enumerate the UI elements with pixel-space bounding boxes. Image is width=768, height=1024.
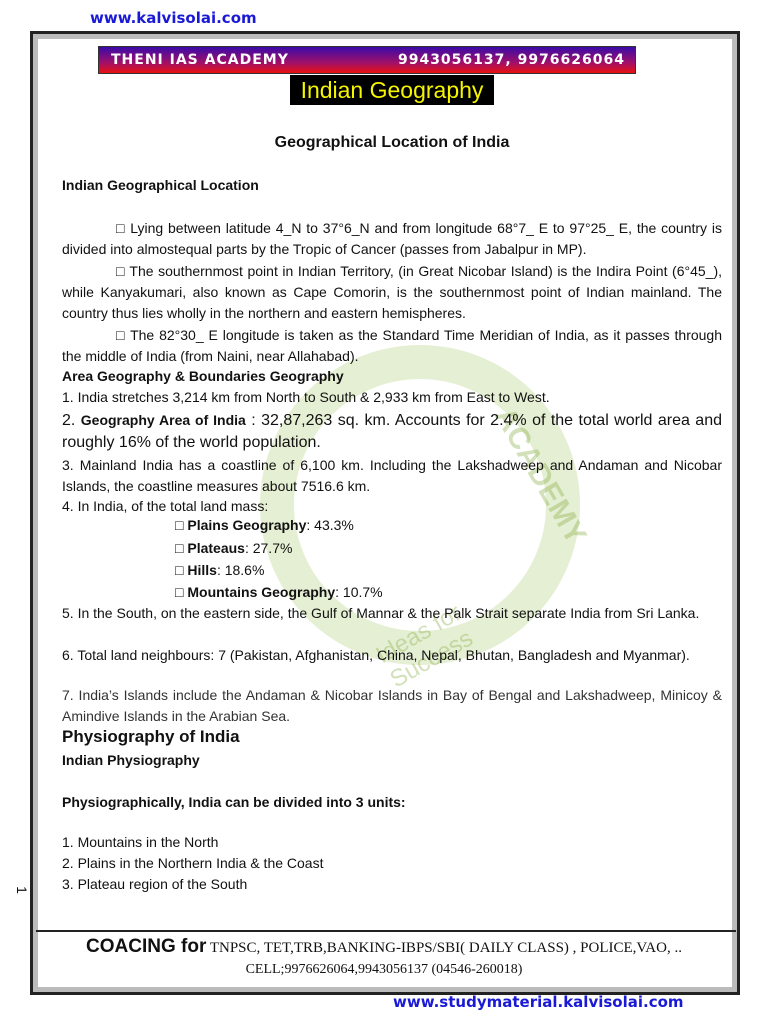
area-label: Geography Area of India (80, 412, 246, 428)
top-url-link[interactable]: www.kalvisolai.com (90, 9, 257, 27)
watermark-text: ACADEMY (488, 401, 593, 550)
academy-banner (98, 46, 636, 74)
area-text: : 32,87,263 sq. km. Accounts for 2.4% of the total world area and roughly 16% of the world population. (62, 412, 722, 451)
paragraph-meridian: □ The 82°30_ E longitude is taken as the Standard Time Meridian of India, as it passes through the middle of India (from Naini, near Allahabad). (62, 327, 722, 364)
subheading-units: Physiographically, India can be divided into 3 units: (62, 794, 406, 810)
coaching-label: COACING for (86, 936, 207, 957)
item-islands: 7. India’s Islands include the Andaman & Nicobar Islands in Bay of Bengal and Lakshadweep, Minicoy & Amindive Islands in the Arabian Sea. (62, 687, 722, 724)
academy-phones: 9943056137, 9976626064 (397, 52, 625, 68)
coaching-courses: TNPSC, TET,TRB,BANKING-IBPS/SBI( DAILY CLASS) , POLICE,VAO, .. (206, 940, 682, 956)
land-item: □ Mountains Geography: 10.7% (175, 584, 383, 600)
section-heading: Geographical Location of India (274, 134, 510, 151)
academy-name: THENI IAS ACADEMY (111, 52, 289, 68)
paragraph-southernmost: □ The southernmost point in Indian Territory, (in Great Nicobar Island) is the Indira Point (6°45_), while Kanyakumari, also known as Cape Comorin, is the southernmost point of Indian mainland. The country thus lies wholly in the northern and eastern hemispheres. (62, 263, 722, 321)
land-item: □ Plains Geography: 43.3% (175, 517, 354, 533)
footer-divider (36, 930, 736, 932)
item-south: 5. In the South, on the eastern side, the Gulf of Mannar & the Palk Strait separate India from Sri Lanka. (62, 605, 700, 621)
item-number: 2. (62, 412, 81, 429)
contact-line: CELL;9976626064,9943056137 (04546-260018) (245, 962, 523, 977)
land-item: □ Plateaus: 27.7% (175, 540, 293, 556)
subheading-area: Area Geography & Boundaries Geography (62, 368, 344, 384)
unit-item: 1. Mountains in the North (62, 834, 219, 850)
unit-item: 2. Plains in the Northern India & the Coast (62, 855, 324, 871)
unit-item: 3. Plateau region of the South (62, 876, 248, 892)
paragraph-latitude: □ Lying between latitude 4_N to 37°6_N and from longitude 68°7_ E to 97°25_ E, the country is divided into almostequal parts by the Tropic of Cancer (passes from Jabalpur in MP). (62, 220, 722, 257)
item-coastline: 3. Mainland India has a coastline of 6,100 km. Including the Lakshadweep and Andaman and Nicobar Islands, the coastline measures about 7516.6 km. (62, 457, 722, 494)
page-number: 1 (13, 886, 30, 894)
land-item: □ Hills: 18.6% (175, 562, 265, 578)
subheading-location: Indian Geographical Location (62, 177, 259, 193)
coaching-line (0, 936, 768, 958)
page-title: Indian Geography (290, 75, 494, 105)
item-neighbours: 6. Total land neighbours: 7 (Pakistan, Afghanistan, China, Nepal, Bhutan, Bangladesh and Myanmar). (62, 647, 690, 663)
item-stretch: 1. India stretches 3,214 km from North to South & 2,933 km from East to West. (62, 389, 550, 405)
item-landmass: 4. In India, of the total land mass: (62, 498, 269, 514)
watermark-slogan: Ideas for Success (371, 599, 478, 694)
item-area (62, 409, 722, 454)
subheading-physiography: Indian Physiography (62, 752, 200, 768)
bottom-url-link[interactable]: www.studymaterial.kalvisolai.com (393, 993, 684, 1011)
physiography-heading: Physiography of India (62, 727, 240, 746)
